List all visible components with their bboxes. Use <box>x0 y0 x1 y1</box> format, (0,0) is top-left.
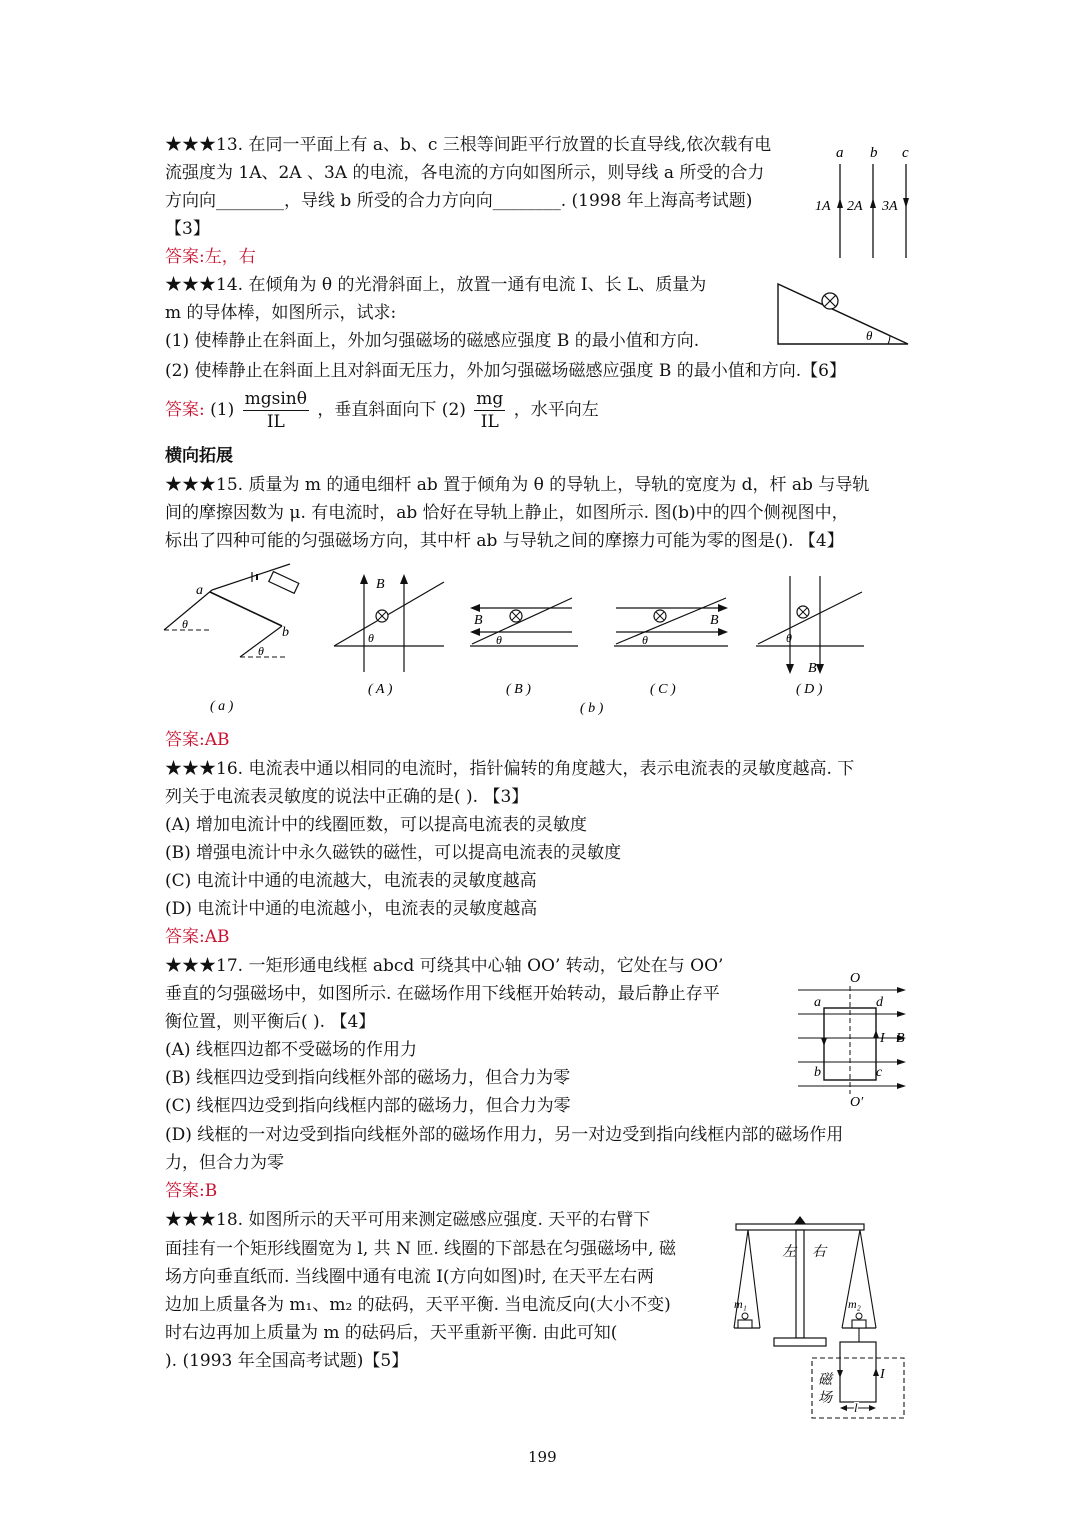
q16-option-d: (D) 电流计中通的电流越小，电流表的灵敏度越高 <box>165 899 538 919</box>
section-title: 横向拓展 <box>165 446 233 466</box>
figure-a <box>164 564 299 714</box>
q15-figure <box>160 562 880 722</box>
field-B-label: B <box>808 661 817 676</box>
q15-answer <box>165 729 230 751</box>
q18-line-1: ★★★18. 如图所示的天平可用来测定磁感应强度. 天平的右臂下 <box>165 1210 651 1230</box>
q16-option-c: (C) 电流计中通的电流越大，电流表的灵敏度越高 <box>165 871 537 891</box>
theta-B: θ <box>496 633 502 647</box>
caption-B: ( B ) <box>506 682 531 697</box>
q15-line-2: 间的摩擦因数为 μ. 有电流时，ab 恰好在导轨上静止，如图所示. 图(b)中的四个侧视图中， <box>165 503 849 523</box>
q17-line-2: 垂直的匀强磁场中，如图所示. 在磁场作用下线框开始转动，最后静止存平 <box>165 984 720 1004</box>
wire-b-label: b <box>870 145 878 161</box>
answer-middle: ，垂直斜面向下 (2) <box>317 400 466 420</box>
field-label-1: 磁 <box>818 1373 832 1388</box>
axis-O-prime-label: O′ <box>850 1095 864 1110</box>
q18-line-6: ). (1993 年全国高考试题)【5】 <box>165 1351 409 1371</box>
caption-a: ( a ) <box>210 699 234 714</box>
q14-line-3: (1) 使棒静止在斜面上，外加匀强磁场的磁感应强度 B 的最小值和方向. <box>165 331 700 351</box>
theta-C: θ <box>642 633 648 647</box>
q16-line-2: 列关于电流表灵敏度的说法中正确的是( ). 【3】 <box>165 787 529 807</box>
field-B-label: B <box>376 577 385 592</box>
q17-line-3: 衡位置，则平衡后( ). 【4】 <box>165 1012 376 1032</box>
caption-A: ( A ) <box>368 682 393 697</box>
fraction-1-numerator: mgsinθ <box>244 389 307 409</box>
answer-label: 答案: <box>165 400 205 420</box>
q14-line-2: m 的导体棒，如图所示，试求: <box>165 303 397 323</box>
answer-text: AB <box>204 730 230 750</box>
q17-answer <box>165 1180 217 1202</box>
answer-label: 答案: <box>165 1181 205 1201</box>
answer-label: 答案: <box>165 927 205 947</box>
q15-line-1: ★★★15. 质量为 m 的通电细杆 ab 置于倾角为 θ 的导轨上，导轨的宽度为 d，杆 ab 与导轨 <box>165 475 870 495</box>
answer-label: 答案: <box>165 247 205 267</box>
wire-c-label: c <box>902 145 909 161</box>
q14-answer <box>165 388 599 433</box>
figure-D <box>756 576 864 697</box>
caption-C: ( C ) <box>650 682 676 697</box>
fraction-1 <box>243 388 309 433</box>
width-l: l <box>854 1400 858 1415</box>
current-1A: 1A <box>815 199 831 214</box>
wire-a-label: a <box>836 145 844 161</box>
answer-text: 左，右 <box>204 247 256 267</box>
theta-label: θ <box>866 328 873 343</box>
figure-A <box>334 574 444 697</box>
theta-a2: θ <box>258 644 264 658</box>
theta-D: θ <box>786 631 792 645</box>
q17-option-c: (C) 线框四边受到指向线框内部的磁场力，但合力为零 <box>165 1096 571 1116</box>
mass-m2: m₂ <box>848 1297 861 1311</box>
mass-m1: m₁ <box>734 1297 747 1311</box>
q13-line-3: 方向向________，导线 b 所受的合力方向向________. (1998 年上海高考试题) <box>165 191 753 211</box>
q16-line-1: ★★★16. 电流表中通以相同的电流时，指针偏转的角度越大，表示电流表的灵敏度越高. 下 <box>165 759 855 779</box>
current-I: I <box>880 1031 885 1046</box>
rod-end-b: b <box>282 625 289 640</box>
q13-answer <box>165 246 256 268</box>
current-I: I <box>880 1367 885 1382</box>
field-B: B <box>896 1031 905 1046</box>
q17-option-d-cont: 力，但合力为零 <box>165 1153 284 1173</box>
q16-option-b: (B) 增强电流计中永久磁铁的磁性，可以提高电流表的灵敏度 <box>165 843 622 863</box>
q18-line-2: 面挂有一个矩形线圈宽为 l, 共 N 匝. 线圈的下部悬在匀强磁场中, 磁 <box>165 1239 676 1259</box>
fraction-2-numerator: mg <box>476 389 504 409</box>
theta-A: θ <box>368 631 374 645</box>
answer-text: AB <box>204 927 230 947</box>
fraction-2 <box>474 388 505 433</box>
q17-line-1: ★★★17. 一矩形通电线框 abcd 可绕其中心轴 OO’ 转动，它处在与 OO’ <box>165 956 724 976</box>
theta-a1: θ <box>182 617 188 631</box>
caption-b: ( b ) <box>580 701 604 716</box>
q15-line-3: 标出了四种可能的匀强磁场方向，其中杆 ab 与导轨之间的摩擦力可能为零的图是(). 【4】 <box>165 531 844 551</box>
q14-incline-figure <box>776 278 912 348</box>
fraction-1-denominator: IL <box>266 412 285 432</box>
answer-part1-label: (1) <box>210 400 235 420</box>
field-label-2: 场 <box>818 1391 832 1406</box>
answer-end: ，水平向左 <box>513 400 599 420</box>
q16-answer <box>165 926 230 948</box>
current-3A: 3A <box>882 199 898 214</box>
q14-line-1: ★★★14. 在倾角为 θ 的光滑斜面上，放置一通有电流 I、长 L、质量为 <box>165 275 707 295</box>
caption-D: ( D ) <box>796 682 823 697</box>
answer-label: 答案: <box>165 730 205 750</box>
q18-line-4: 边加上质量各为 m₁、m₂ 的砝码，天平平衡. 当电流反向(大小不变) <box>165 1295 671 1315</box>
q17-option-b: (B) 线框四边受到指向线框外部的磁场力，但合力为零 <box>165 1068 571 1088</box>
answer-text: B <box>204 1181 218 1201</box>
corner-d: d <box>876 995 883 1010</box>
current-2A: 2A <box>847 199 863 214</box>
right-label: 右 <box>812 1245 826 1260</box>
q13-line-4: 【3】 <box>165 219 210 239</box>
field-B-label: B <box>710 613 719 628</box>
q13-line-2: 流强度为 1A、2A 、3A 的电流，各电流的方向如图所示，则导线 a 所受的合力 <box>165 163 765 183</box>
q18-line-3: 场方向垂直纸而. 当线圈中通有电流 I(方向如图)时, 在天平左右两 <box>165 1267 654 1287</box>
q13-line-1: ★★★13. 在同一平面上有 a、b、c 三根等间距平行放置的长直导线,依次载有电 <box>165 135 772 155</box>
q16-option-a: (A) 增加电流计中的线圈匝数，可以提高电流表的灵敏度 <box>165 815 587 835</box>
fraction-2-denominator: IL <box>480 412 499 432</box>
corner-c: c <box>876 1065 883 1080</box>
q14-line-4: (2) 使棒静止在斜面上且对斜面无压力，外加匀强磁场磁感应强度 B 的最小值和方向.【6】 <box>165 361 847 381</box>
axis-O-label: O <box>850 971 861 986</box>
figure-B <box>470 598 578 697</box>
q18-balance-figure <box>730 1212 906 1422</box>
q17-option-d: (D) 线框的一对边受到指向线框外部的磁场作用力，另一对边受到指向线框内部的磁场作用 <box>165 1125 844 1145</box>
field-B-label: B <box>474 613 483 628</box>
left-label: 左 <box>782 1245 796 1260</box>
corner-b: b <box>814 1065 821 1080</box>
q17-option-a: (A) 线框四边都不受磁场的作用力 <box>165 1040 417 1060</box>
q13-figure <box>812 140 922 262</box>
q18-line-5: 时右边再加上质量为 m 的砝码后，天平重新平衡. 由此可知( <box>165 1323 618 1343</box>
corner-a: a <box>814 995 821 1010</box>
rod-end-a: a <box>196 583 203 598</box>
page-number: 199 <box>528 1448 557 1466</box>
q17-frame-figure <box>796 966 916 1108</box>
figure-C <box>614 598 728 697</box>
